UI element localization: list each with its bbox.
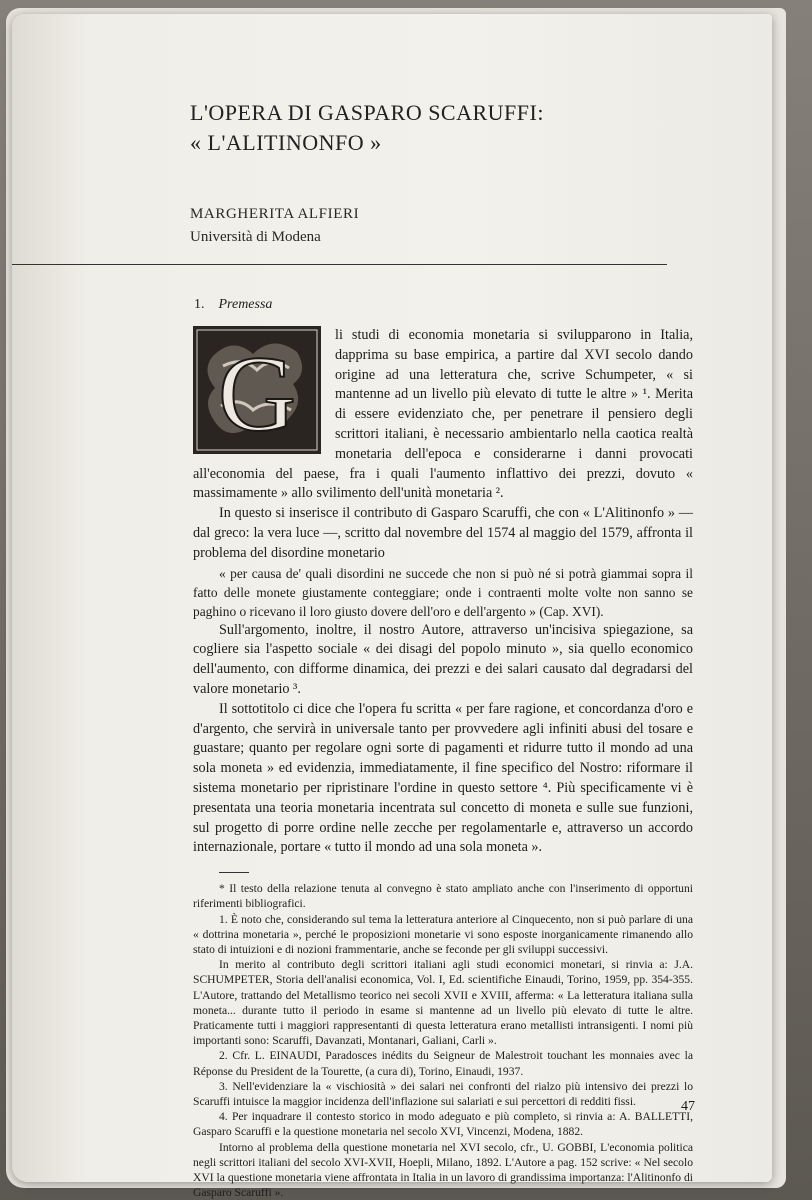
section-heading xyxy=(194,297,272,313)
footnote-3: 3. Nell'evidenziare la « vischiosità » dei salari nei confronti del rialzo più intensivo dei prezzi lo Scaruffi intuisce la maggior incidenza dell'inflazione sui salariati e sui percettori di redditi fissi. xyxy=(193,1079,693,1108)
title-line-2: « L'ALITINONFO » xyxy=(190,130,382,155)
footnote-2: 2. Cfr. L. EINAUDI, Paradosces inédits du Seigneur de Malestroit touchant les monnaies avec la Réponse du President de la Tourette, (a cura di), Torino, Einaudi, 1937. xyxy=(193,1049,693,1078)
paragraph-2: In questo si inserisce il contributo di Gasparo Scaruffi, che con « L'Alitinonfo » — dal greco: la vera luce —, scritto dal novembre del 1574 al maggio del 1579, affronta il problema del disordine monetario xyxy=(193,505,693,561)
page-number: 47 xyxy=(681,1099,695,1114)
footnote-rule xyxy=(219,872,249,873)
block-quote: « per causa de' quali disordini ne succede che non si può né si potrà giammai sopra il fatto delle monete giustamente conteggiare; onde i contraenti molte volte non sanno se paghino o ricevano il loro giusto dovere dell'oro e dell'argento » (Cap. XVI). xyxy=(193,565,693,619)
section-title: Premessa xyxy=(218,297,273,312)
paragraph-1: li studi di economia monetaria si svilupparono in Italia, dapprima su base empirica, a partire dal XVI secolo dando origine ad una letteratura che, scrive Schumpeter, « si mantenne ad un livello più elevato di tutte le altre » ¹. Merita di essere evidenziato che, per penetrare il pensiero degli scrittori italiani, è necessario ambientarlo nella caotica realtà monetaria dell'epoca e considerarne i danni provocati all'economia del paese, fra i quali l'aumento inflattivo dei prezzi, dovuto « massimamente » allo svilimento dell'unità monetaria ². xyxy=(193,327,693,502)
paragraph-4: Il sottotitolo ci dice che l'opera fu scritta « per fare ragione, et concordanza d'oro e d'argento, che servirà in universale tanto per provvedere agli infiniti abusi del tosare e guastare; quanto per regolare ogni sorte di pagamenti et ridurre tutto il mondo ad una sola moneta » ed evidenzia, immediatamente, il fine specifico del Nostro: riformare il sistema monetario per ripristinare l'ordine in questo settore ⁴. Più specificamente vi è presentata una teoria monetaria incentrata sul concetto di moneta e sulle sue funzioni, sul progetto di porre ordine nelle zecche per regolamentarle e, attraverso un accordo internazionale, portare « tutto il mondo ad una sola moneta ». xyxy=(193,700,693,856)
article-title xyxy=(190,98,730,158)
author-name: MARGHERITA ALFIERI xyxy=(190,206,360,222)
header-rule xyxy=(12,264,667,265)
footnote-1: 1. È noto che, considerando sul tema la letteratura anteriore al Cinquecento, non si può parlare di una « dottrina monetaria », perché le proposizioni monetarie vi sono esposte inorganicamente rimanendo allo stato di intuizioni e di nozioni frammentarie, anche se feconde per gli sviluppi successivi. xyxy=(193,912,693,956)
svg-text:G: G xyxy=(218,335,296,454)
footnote-4b: Intorno al problema della questione monetaria nel XVI secolo, cfr., U. GOBBI, L'economia politica negli scrittori italiani del secolo XVI-XVII, Hoepli, Milano, 1892. L'Autore a pag. 152 scrive: « Nel secolo XVI la questione monetaria viene affrontata in Italia in un lavoro di grandissima importanza: l'Alitinonfo di Gasparo Scaruffi ». xyxy=(193,1140,693,1200)
footnote-star: * Il testo della relazione tenuta al convegno è stato ampliato anche con l'inserimento di opportuni riferimenti bibliografici. xyxy=(193,882,693,911)
footnote-1b: In merito al contributo degli scrittori italiani agli studi economici monetari, si rinvia a: J.A. SCHUMPETER, Storia dell'analisi economica, Vol. I, Ed. scientifiche Einaudi, Torino, 1959, pp. 354-355. L'Autore, trattando del Metallismo teorico nei secoli XVII e XVIII, afferma: « La letteratura italiana sulla moneta... durante tutto il periodo in esame si mantenne ad un livello più elevato di tutte le altre. Praticamente tutti i maggiori rappresentanti di questa letteratura erano metallisti intransigenti. I nomi più importanti sono: Scaruffi, Davanzati, Montanari, Galiani, Carli ». xyxy=(193,958,693,1048)
footnotes xyxy=(193,881,693,1200)
title-line-1: L'OPERA DI GASPARO SCARUFFI: xyxy=(190,100,544,125)
paragraph-3: Sull'argomento, inoltre, il nostro Autore, attraverso un'incisiva spiegazione, sa cogliere sia l'aspetto sociale « dei disagi del popolo minuto », sia quello economico dell'aumento, con difforme dinamica, dei prezzi e dei salari causato dal degradarsi del valore monetario ³. xyxy=(193,621,693,697)
book-page xyxy=(12,14,772,1200)
ornament-initial-icon xyxy=(193,326,321,454)
decorated-initial-g xyxy=(193,326,327,458)
section-number: 1. xyxy=(194,297,205,312)
footnote-4: 4. Per inquadrare il contesto storico in modo adeguato e più completo, si rinvia a: A. BALLETTI, Gasparo Scaruffi e la questione monetaria nel secolo XVI, Vincenzi, Modena, 1882. xyxy=(193,1110,693,1139)
author-affiliation: Università di Modena xyxy=(190,229,321,245)
article-body xyxy=(193,326,693,1200)
